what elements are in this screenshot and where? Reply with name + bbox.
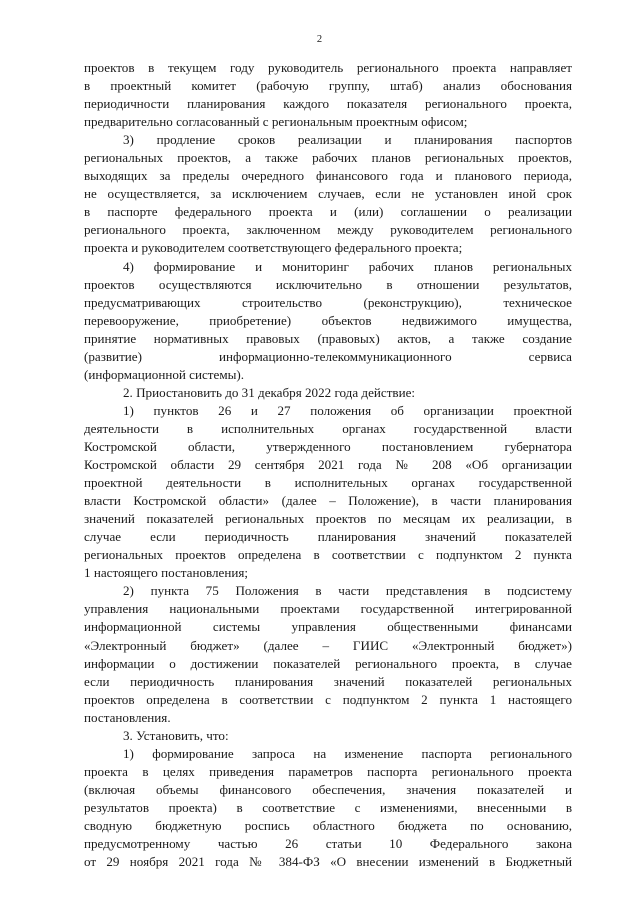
text-line: региональных проектов, а также рабочих планов региональных проектов, [84,150,572,166]
text-line: проектной деятельности в исполнительных органах государственной [84,475,572,491]
text-line: от 29 ноября 2021 года № 384-ФЗ «О внесении изменений в Бюджетный [84,854,572,870]
text-line: результатов проекта) в соответствие с изменениями, внесенными в [84,799,572,815]
text-line: деятельности в исполнительных органах государственной власти [84,420,572,436]
text-line: в проектный комитет (рабочую группу, штаб) анализ обоснования [84,78,572,94]
text-line: региональных проектов определена в соответствии с подпунктом 2 пункта [84,547,572,563]
text-line: проекта в целях приведения параметров паспорта регионального проекта [84,763,572,779]
text-line: (информационной системы). [84,366,245,382]
text-line: предусматривающих строительство (реконструкцию), техническое [84,294,572,310]
text-line: предварительно согласованный с региональным проектным офисом; [84,114,468,130]
text-line: предусмотренному частью 26 статьи 10 Федерального закона [84,836,572,852]
text-line: постановления. [84,709,171,725]
text-line: проектов определена в соответствии с подпунктом 2 пункта 1 настоящего [84,691,572,707]
text-line: 4) формирование и мониторинг рабочих планов региональных [123,258,572,274]
text-line: проекта и руководителем соответствующего федерального проекта; [84,240,463,256]
text-line: 3) продление сроков реализации и планирования паспортов [123,132,572,148]
text-line: 1) формирование запроса на изменение паспорта регионального [123,745,572,761]
text-line: Костромской области 29 сентября 2021 года № 208 «Об организации [84,457,572,473]
text-line: если периодичность планирования значений показателей региональных [84,673,572,689]
text-line: управления национальными проектами государственной интегрированной [84,601,572,617]
text-line: «Электронный бюджет» (далее – ГИИС «Электронный бюджет») [84,637,572,653]
text-line: выходящих за пределы очередного финансового года и планового периода, [84,168,572,184]
text-line: информационной системы управления общественными финансами [84,619,572,635]
text-line: информации о достижении показателей регионального проекта, в случае [84,655,572,671]
text-line: принятие нормативных правовых (правовых) актов, а также создание [84,330,572,346]
text-line: 2. Приостановить до 31 декабря 2022 года действие: [123,384,416,400]
text-line: 1) пунктов 26 и 27 положения об организации проектной [123,402,572,418]
text-line: периодичности планирования каждого показателя регионального проекта, [84,96,572,112]
text-line: (включая объемы финансового обеспечения, значения показателей и [84,781,572,797]
page-number: 2 [316,34,323,45]
text-line: значений показателей региональных проектов по месяцам их реализации, в [84,511,572,527]
text-line: 3. Установить, что: [123,727,229,743]
text-line: проектов осуществляются исключительно в отношении результатов, [84,276,572,292]
text-line: Костромской области, утвержденного постановлением губернатора [84,438,572,454]
document-body [84,59,572,871]
text-line: сводную бюджетную роспись областного бюджета по основанию, [84,817,572,833]
text-line: власти Костромской области» (далее – Положение), в части планирования [84,493,572,509]
text-line: перевооружение, приобретение) объектов недвижимого имущества, [84,312,572,328]
text-line: в паспорте федерального проекта и (или) соглашении о реализации [84,204,572,220]
text-line: 2) пункта 75 Положения в части представления в подсистему [123,583,572,599]
text-line: регионального проекта, заключенном между руководителем регионального [84,222,572,238]
text-line: не осуществляется, за исключением случаев, если не установлен иной срок [84,186,572,202]
text-line: 1 настоящего постановления; [84,565,249,581]
text-line: проектов в текущем году руководитель регионального проекта направляет [84,60,572,75]
text-line: (развитие) информационно-телекоммуникационного сервиса [84,348,572,364]
text-line: случае если периодичность планирования значений показателей [84,529,572,545]
